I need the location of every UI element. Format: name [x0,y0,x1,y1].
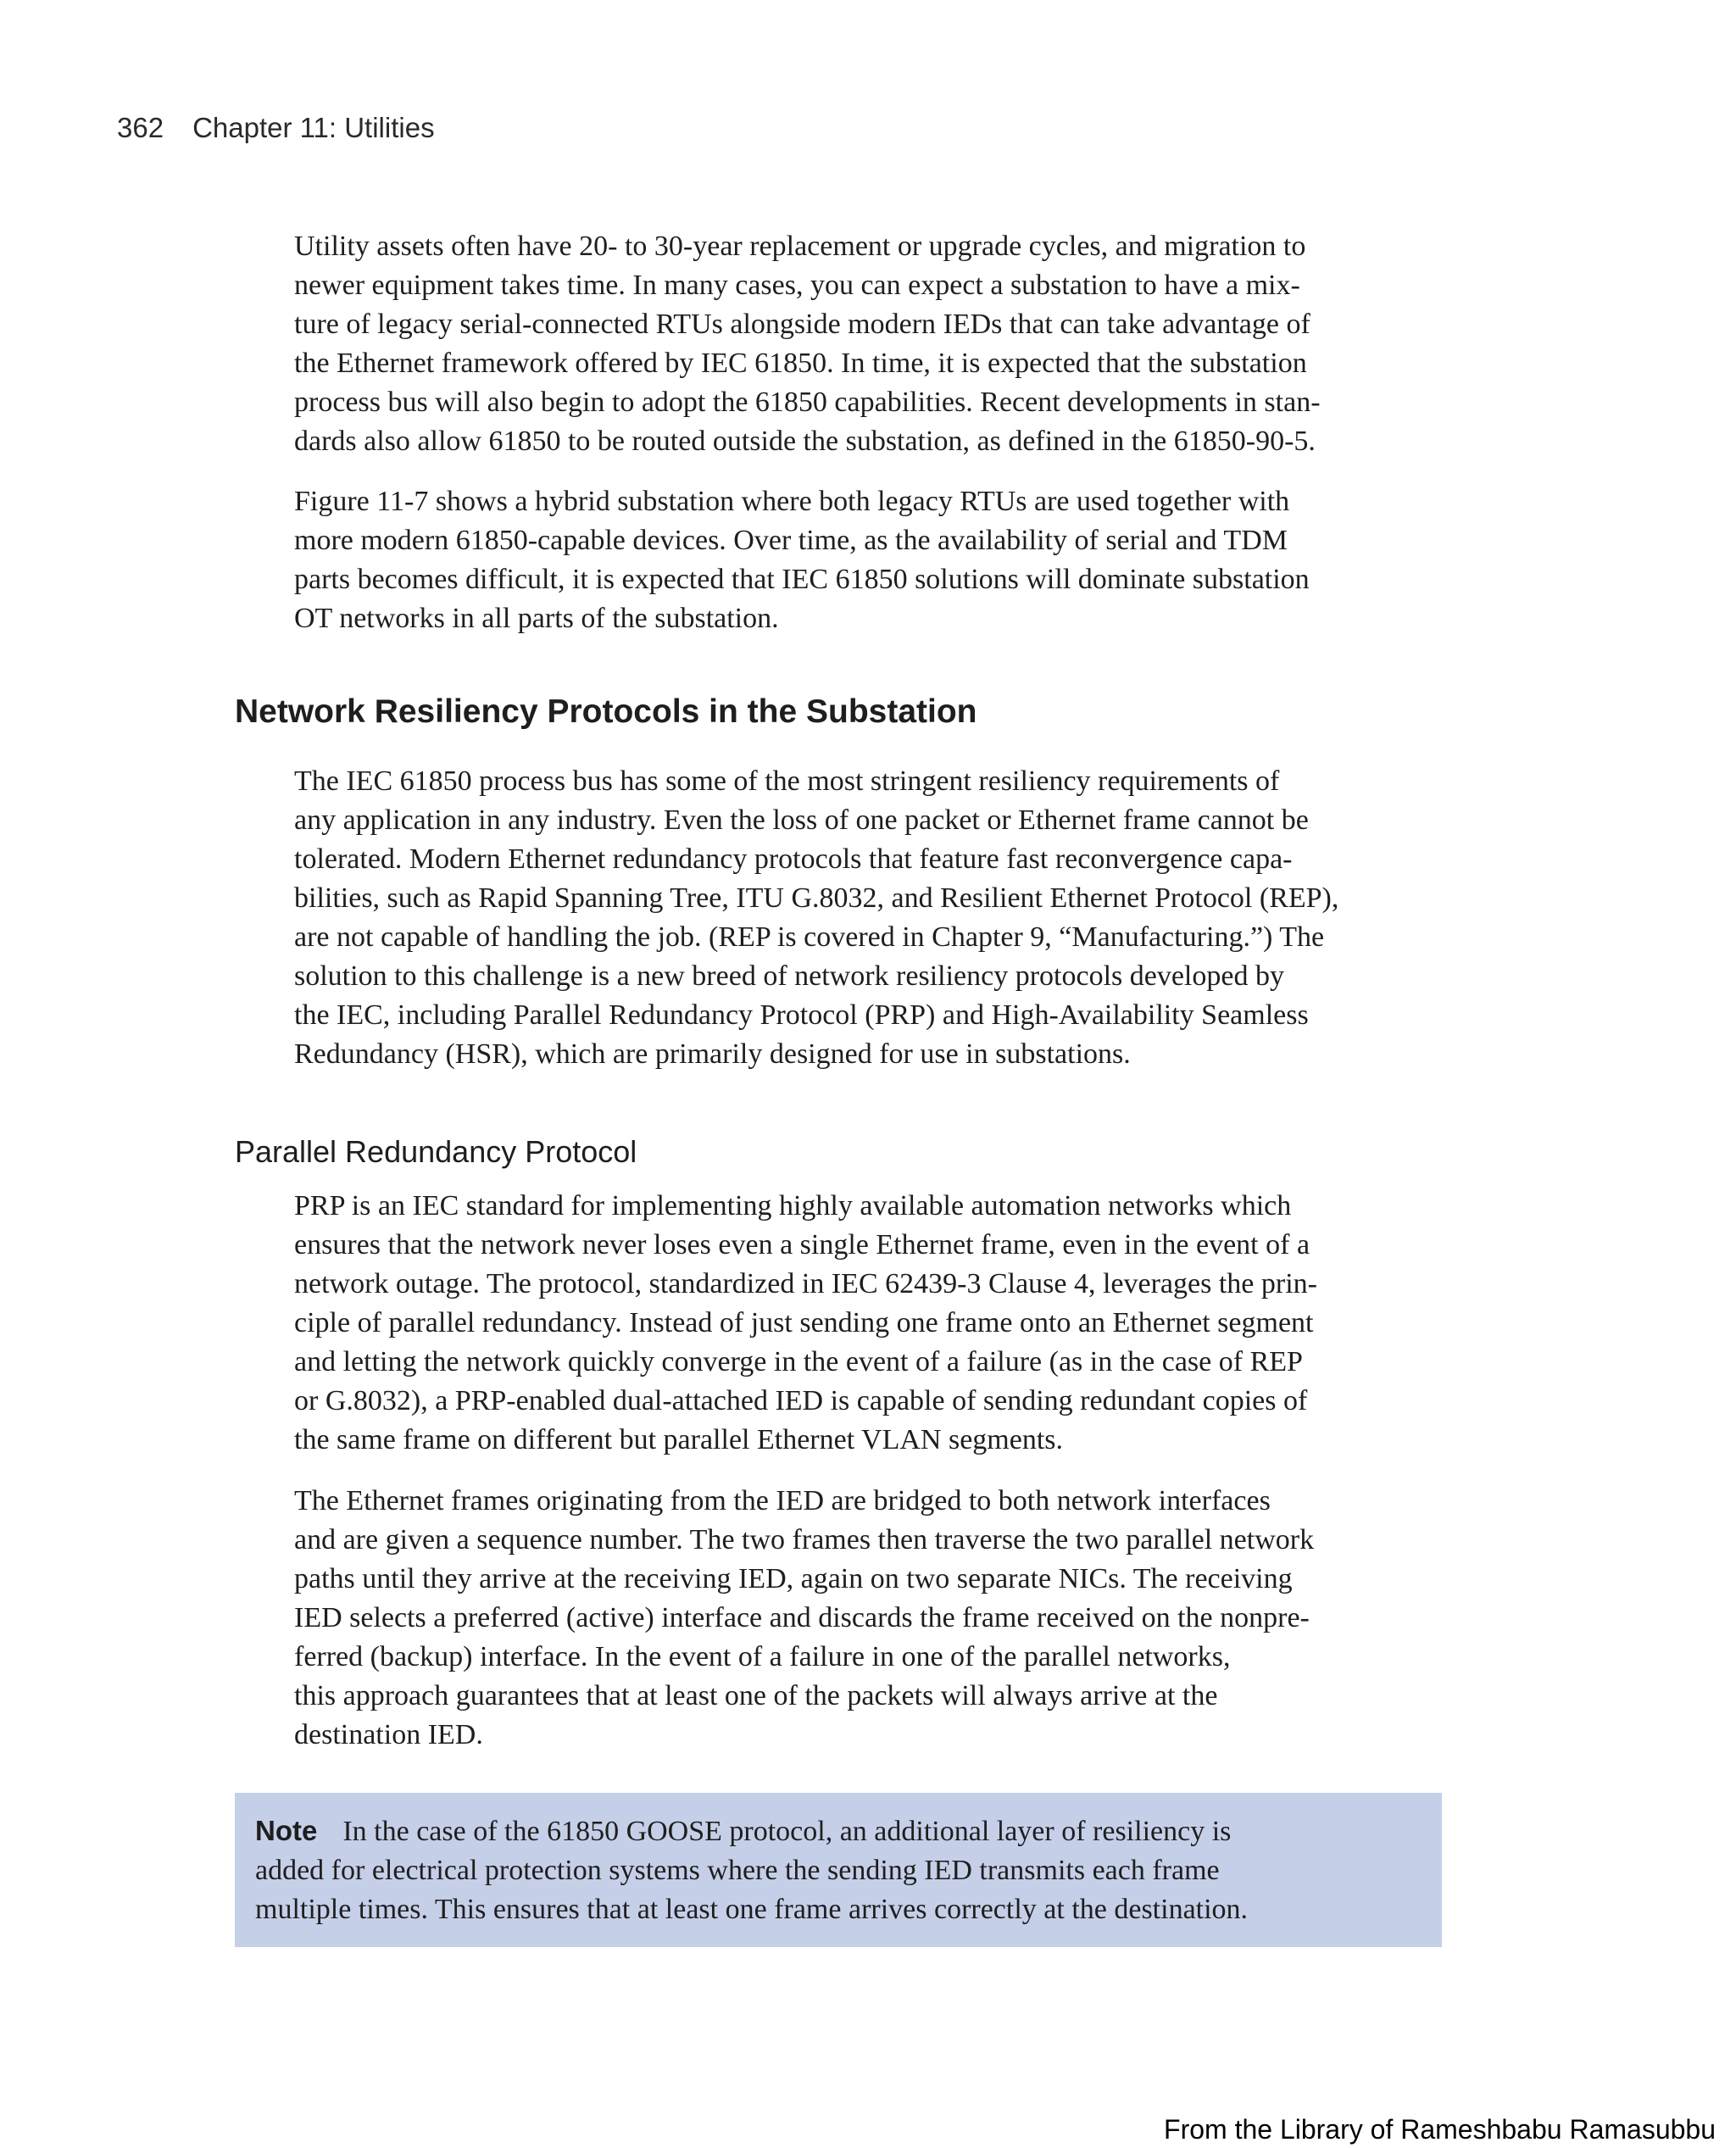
paragraph-ethernet-frames [294,1482,1447,1755]
paragraph-line: parts becomes difficult, it is expected that IEC 61850 solutions will dominate substation [294,564,1310,595]
paragraph-line: or G.8032), a PRP-enabled dual-attached IED is capable of sending redundant copies of [294,1385,1308,1416]
paragraph-line: dards also allow 61850 to be routed outside the substation, as defined in the 61850-90-5. [294,426,1316,457]
paragraph-process-bus [294,762,1447,1074]
paragraph-line: and are given a sequence number. The two frames then traverse the two parallel network [294,1524,1315,1555]
paragraph-line: ciple of parallel redundancy. Instead of just sending one frame onto an Ethernet segment [294,1307,1314,1338]
paragraph-hybrid-substation [294,482,1447,638]
paragraph-line: Figure 11-7 shows a hybrid substation where both legacy RTUs are used together with [294,486,1290,517]
paragraph-line: The IEC 61850 process bus has some of the most stringent resiliency requirements of [294,765,1280,797]
chapter-title: Chapter 11: Utilities [192,112,435,143]
paragraph-line: solution to this challenge is a new breed of network resiliency protocols developed by [294,960,1284,992]
note-line: multiple times. This ensures that at least one frame arrives correctly at the destination. [255,1894,1249,1925]
note-line-text: In the case of the 61850 GOOSE protocol, an additional layer of resiliency is [342,1816,1232,1847]
section-heading: Network Resiliency Protocols in the Substation [235,693,977,730]
paragraph-line: the same frame on different but parallel Ethernet VLAN segments. [294,1424,1063,1455]
note-box [235,1793,1442,1947]
paragraph-line: ferred (backup) interface. In the event of a failure in one of the parallel networks, [294,1641,1231,1672]
paragraph-line: IED selects a preferred (active) interface and discards the frame received on the nonpre- [294,1602,1310,1633]
paragraph-line: this approach guarantees that at least one of the packets will always arrive at the [294,1680,1218,1711]
page-number: 362 [117,112,164,143]
paragraph-line: ture of legacy serial-connected RTUs alongside modern IEDs that can take advantage of [294,309,1310,340]
note-line [255,1811,1248,1851]
paragraph-line: PRP is an IEC standard for implementing highly available automation networks which [294,1190,1292,1221]
paragraph-line: the Ethernet framework offered by IEC 61850. In time, it is expected that the substation [294,348,1307,379]
paragraph-line: tolerated. Modern Ethernet redundancy protocols that feature fast reconvergence capa- [294,843,1293,875]
paragraph-line: ensures that the network never loses even a single Ethernet frame, even in the event of a [294,1229,1310,1260]
paragraph-line: Utility assets often have 20- to 30-year replacement or upgrade cycles, and migration to [294,231,1306,262]
paragraph-line: The Ethernet frames originating from the IED are bridged to both network interfaces [294,1485,1271,1516]
paragraph-prp-standard [294,1187,1447,1460]
running-head [117,112,435,144]
paragraph-line: bilities, such as Rapid Spanning Tree, ITU G.8032, and Resilient Ethernet Protocol (REP), [294,882,1339,914]
paragraph-line: network outage. The protocol, standardized in IEC 62439-3 Clause 4, leverages the prin- [294,1268,1317,1299]
paragraph-line: are not capable of handling the job. (REP is covered in Chapter 9, “Manufacturing.”) The [294,921,1325,953]
paragraph-line: Redundancy (HSR), which are primarily designed for use in substations. [294,1038,1131,1070]
paragraph-line: any application in any industry. Even the loss of one packet or Ethernet frame cannot be [294,804,1309,836]
paragraph-line: more modern 61850-capable devices. Over time, as the availability of serial and TDM [294,525,1288,556]
paragraph-line: OT networks in all parts of the substation. [294,603,779,634]
paragraph-line: paths until they arrive at the receiving IED, again on two separate NICs. The receiving [294,1563,1293,1594]
note-label: Note [255,1815,318,1846]
library-watermark: From the Library of Rameshbabu Ramasubbu [1164,2114,1716,2145]
paragraph-line: and letting the network quickly converge in the event of a failure (as in the case of REP [294,1346,1303,1377]
subsection-heading: Parallel Redundancy Protocol [235,1134,637,1169]
paragraph-line: the IEC, including Parallel Redundancy Protocol (PRP) and High-Availability Seamless [294,999,1309,1031]
paragraph-utility-assets [294,227,1447,461]
note-text [255,1811,1248,1929]
paragraph-line: process bus will also begin to adopt the 61850 capabilities. Recent developments in stan- [294,387,1321,418]
note-line: added for electrical protection systems where the sending IED transmits each frame [255,1855,1220,1886]
paragraph-line: newer equipment takes time. In many cases, you can expect a substation to have a mix- [294,270,1300,301]
paragraph-line: destination IED. [294,1719,483,1750]
